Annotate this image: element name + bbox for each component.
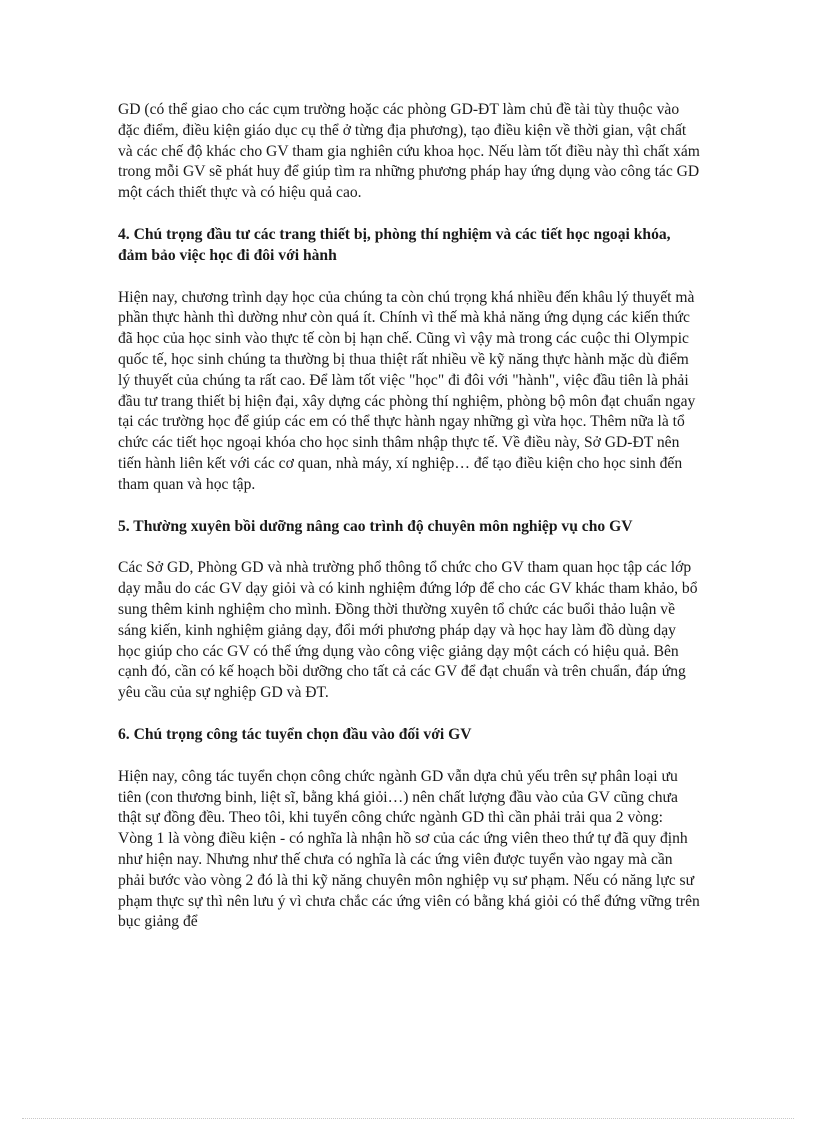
spacer [118, 704, 700, 725]
spacer [118, 267, 700, 288]
section-6-body: Hiện nay, công tác tuyển chọn công chức ngành GD vẫn dựa chủ yếu trên sự phân loại ưu tiên (con thương binh, liệt sĩ, bằng khá giỏi…) nên chất lượng đầu vào của GV cũng chưa thật sự đồng đều. Theo tôi, khi tuyển công chức ngành GD thì cần phải trải qua 2 vòng: Vòng 1 là vòng điều kiện - có nghĩa là nhận hồ sơ của các ứng viên theo thứ tự đã quy định như hiện nay. Nhưng như thế chưa có nghĩa là các ứng viên được tuyển vào ngay mà cần phải bước vào vòng 2 đó là thi kỹ năng chuyên môn nghiệp vụ sư phạm. Nếu có năng lực sư phạm thực sự thì nên lưu ý vì chưa chắc các ứng viên có bằng khá giỏi có thể đứng vững trên bục giảng để [118, 767, 700, 931]
spacer [118, 746, 700, 767]
spacer [118, 204, 700, 225]
section-4-body: Hiện nay, chương trình dạy học của chúng ta còn chú trọng khá nhiều đến khâu lý thuyết mà phần thực hành thì dường như còn quá ít. Chính vì thế mà khả năng ứng dụng các kiến thức đã học của học sinh vào thực tế còn bị hạn chế. Cũng vì vậy mà trong các cuộc thi Olympic quốc tế, học sinh chúng ta thường bị thua thiệt rất nhiều về kỹ năng thực hành mặc dù điểm lý thuyết của chúng ta rất cao. Để làm tốt việc "học" đi đôi với "hành", việc đầu tiên là phải đầu tư trang thiết bị hiện đại, xây dựng các phòng thí nghiệm, phòng bộ môn đạt chuẩn ngay tại các trường học để giúp các em có thể thực hành ngay những gì vừa học. Thêm nữa là tổ chức các tiết học ngoại khóa cho học sinh thâm nhập thực tế. Về điều này, Sở GD-ĐT nên tiến hành liên kết với các cơ quan, nhà máy, xí nghiệp… để tạo điều kiện cho học sinh đến tham quan và học tập. [118, 288, 696, 493]
section-6-heading: 6. Chú trọng công tác tuyển chọn đầu vào đối với GV [118, 725, 472, 743]
intro-paragraph: GD (có thể giao cho các cụm trường hoặc các phòng GD-ĐT làm chủ đề tài tùy thuộc vào đặc điểm, điều kiện giáo dục cụ thể ở từng địa phương), tạo điều kiện về thời gian, vật chất và các chế độ khác cho GV tham gia nghiên cứu khoa học. Nếu làm tốt điều này thì chất xám trong mỗi GV sẽ phát huy để giúp tìm ra những phương pháp hay ứng dụng vào công tác GD một cách thiết thực và có hiệu quả cao. [118, 101, 700, 202]
section-5-heading: 5. Thường xuyên bồi dưỡng nâng cao trình độ chuyên môn nghiệp vụ cho GV [118, 517, 633, 535]
spacer [118, 496, 700, 517]
spacer [118, 537, 700, 558]
section-5-body: Các Sở GD, Phòng GD và nhà trường phổ thông tổ chức cho GV tham quan học tập các lớp dạy mẫu do các GV dạy giỏi và có kinh nghiệm đứng lớp để cho các GV khác tham khảo, bổ sung thêm kinh nghiệm cho mình. Đồng thời thường xuyên tổ chức các buổi thảo luận về sáng kiến, kinh nghiệm giảng dạy, đổi mới phương pháp dạy và học hay làm đồ dùng dạy học giúp cho các GV có thể ứng dụng vào công việc giảng dạy một cách có hiệu quả. Bên cạnh đó, cần có kế hoạch bồi dưỡng cho tất cả các GV để đạt chuẩn và trên chuẩn, đáp ứng yêu cầu của sự nghiệp GD và ĐT. [118, 559, 698, 702]
document-page [118, 100, 700, 933]
page-bottom-divider [22, 1118, 794, 1119]
section-4-heading: 4. Chú trọng đầu tư các trang thiết bị, phòng thí nghiệm và các tiết học ngoại khóa, đảm bảo việc học đi đôi với hành [118, 225, 671, 264]
